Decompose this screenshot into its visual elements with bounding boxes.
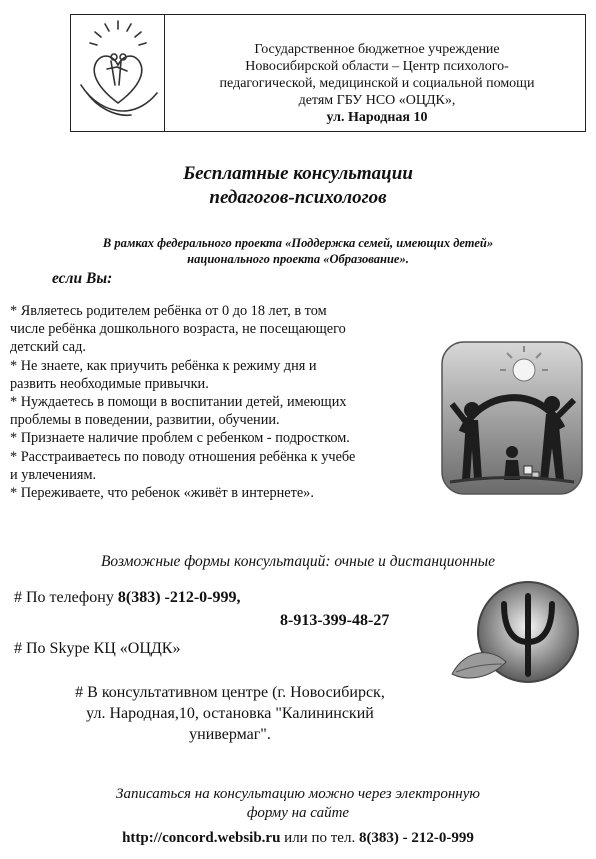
skype-line: # По Skype КЦ «ОЦДК» xyxy=(14,640,181,657)
project-line-2: национального проекта «Образование». xyxy=(187,252,409,266)
project-line-1: В рамках федерального проекта «Поддержка семей, имеющих детей» xyxy=(102,236,494,250)
psy-logo xyxy=(448,578,586,688)
family-image xyxy=(440,340,584,496)
bullet-line: * Расстраиваетесь по поводу отношения ребёнка к учебе xyxy=(10,448,356,465)
signup-text xyxy=(40,785,556,823)
bullet-line: * Признаете наличие проблем с ребенком - подростком. xyxy=(10,430,350,447)
phone-prefix: # По телефону xyxy=(14,589,118,606)
forms-heading: Возможные формы консультаций: очные и дистанционные xyxy=(100,553,496,570)
signup-line-1: Записаться на консультацию можно через электронную xyxy=(116,786,480,802)
bottom-phone: 8(383) - 212-0-999 xyxy=(358,830,474,846)
header-box xyxy=(70,14,586,132)
header-org-line: Государственное бюджетное учреждение xyxy=(254,42,500,57)
center-line-3: универмаг". xyxy=(189,726,271,743)
bullet-line: * Нуждаетесь в помощи в воспитании детей, имеющих xyxy=(10,394,347,411)
bullet-line: развить необходимые привычки. xyxy=(10,375,209,392)
bullet-line: * Переживаете, что ребенок «живёт в интернете». xyxy=(10,485,314,502)
bullet-line: детский сад. xyxy=(10,339,86,356)
bottom-middle-text: или по тел. xyxy=(280,830,359,846)
header-text xyxy=(179,41,575,126)
header-logo-cell xyxy=(71,15,165,131)
heart-hands-logo-icon xyxy=(71,15,165,131)
bottom-contact-line xyxy=(0,830,596,847)
bullet-line: и увлечениям. xyxy=(10,466,97,483)
header-org-line: детям ГБУ НСО «ОЦДК», xyxy=(298,93,456,108)
bullet-line: * Являетесь родителем ребёнка от 0 до 18 лет, в том xyxy=(10,303,327,319)
bullet-list xyxy=(10,302,440,502)
header-org-line: Новосибирской области – Центр психолого- xyxy=(245,59,509,74)
bullet-line: числе ребёнка дошкольного возраста, не посещающего xyxy=(10,321,346,338)
bullet-line: проблемы в поведении, развитии, обучении. xyxy=(10,412,280,429)
center-address xyxy=(40,682,420,745)
psi-leaf-logo-icon xyxy=(448,578,586,688)
title-line-1: Бесплатные консультации xyxy=(183,163,413,184)
center-line-1: # В консультативном центре (г. Новосибирск, xyxy=(75,684,385,701)
title-line-2: педагогов-психологов xyxy=(209,187,387,208)
header-org-line: педагогической, медицинской и социальной помощи xyxy=(219,76,535,91)
phone-number-1: 8(383) -212-0-999, xyxy=(117,589,241,606)
signup-line-2: форму на сайте xyxy=(246,805,350,821)
bullet-line: * Не знаете, как приучить ребёнка к режиму дня и xyxy=(10,357,317,374)
center-line-2: ул. Народная,10, остановка "Калининский xyxy=(86,705,374,722)
page-title xyxy=(0,162,596,210)
project-description xyxy=(60,235,536,267)
if-you-label: если Вы: xyxy=(52,270,113,287)
phone-line xyxy=(14,589,241,607)
website-link[interactable]: http://concord.websib.ru xyxy=(122,830,281,846)
phone-number-2: 8-913-399-48-27 xyxy=(280,612,390,629)
header-address: ул. Народная 10 xyxy=(326,110,428,125)
family-sun-icon xyxy=(440,340,584,496)
